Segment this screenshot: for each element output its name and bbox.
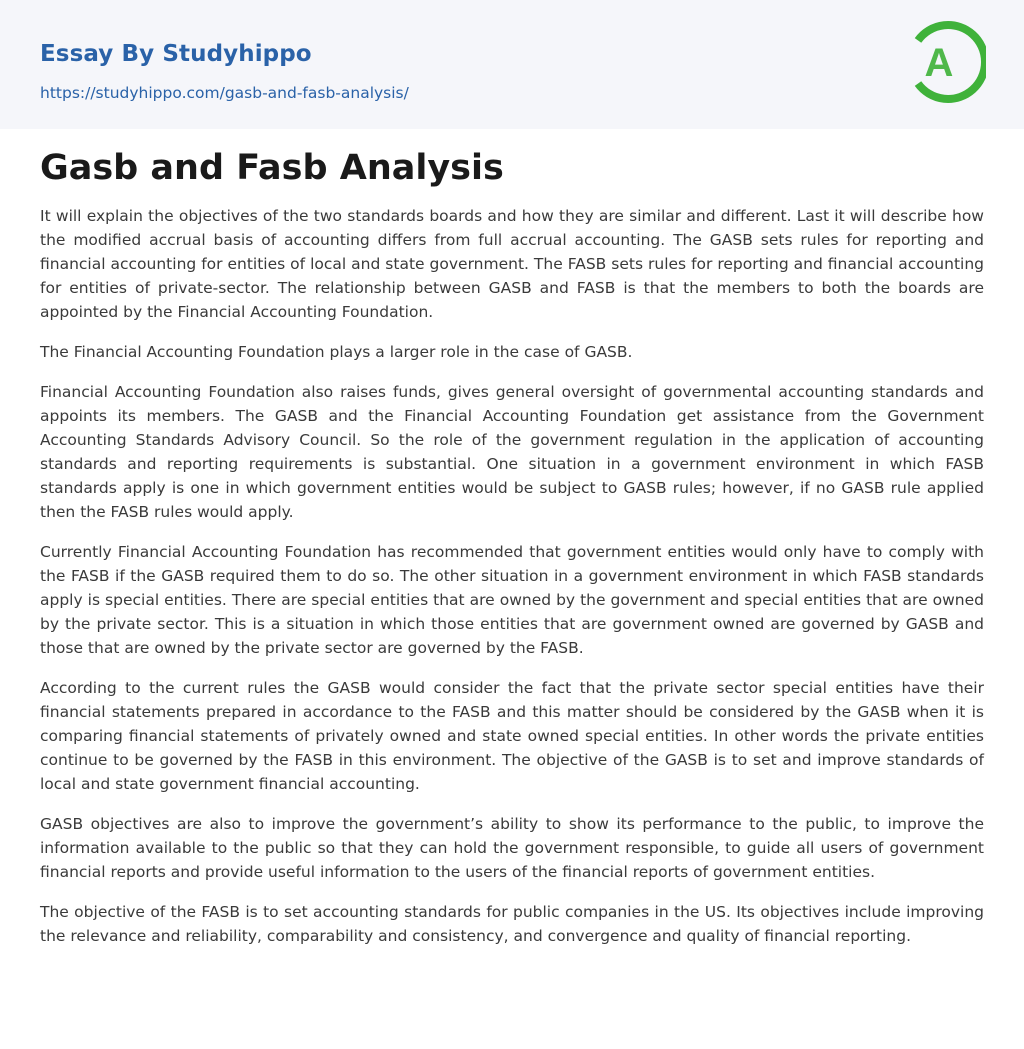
page-title: Gasb and Fasb Analysis bbox=[40, 148, 504, 188]
article-paragraph: GASB objectives are also to improve the government’s ability to show its performance to the public, to improve the information available to the public so that they can hold the government responsible, to guide all users of government financial reports and provide useful information to the users of the financial reports of government entities. bbox=[40, 815, 984, 881]
brand-title: Essay By Studyhippo bbox=[40, 41, 312, 67]
article bbox=[40, 145, 984, 964]
studyhippo-logo[interactable] bbox=[912, 19, 986, 105]
article-paragraph: The objective of the FASB is to set accounting standards for public companies in the US. Its objectives include improving the relevance and reliability, comparability and consistency, and convergence and quality of financial reporting. bbox=[40, 903, 984, 945]
logo-letter: A bbox=[924, 41, 954, 85]
source-url-link[interactable]: https://studyhippo.com/gasb-and-fasb-analysis/ bbox=[40, 84, 409, 102]
site-header bbox=[0, 0, 1024, 129]
article-paragraph: Financial Accounting Foundation also raises funds, gives general oversight of governmental accounting standards and appoints its members. The GASB and the Financial Accounting Foundation get assistance from the Government Accounting Standards Advisory Council. So the role of the government regulation in the application of accounting standards and reporting requirements is substantial. One situation in a government environment in which FASB standards apply is one in which government entities would be subject to GASB rules; however, if no GASB rule applied then the FASB rules would apply. bbox=[40, 383, 984, 521]
article-paragraph: Currently Financial Accounting Foundation has recommended that government entities would only have to comply with the FASB if the GASB required them to do so. The other situation in a government environment in which FASB standards apply is special entities. There are special entities that are owned by the government and special entities that are owned by the private sector. This is a situation in which those entities that are government owned are governed by GASB and those that are owned by the private sector are governed by the FASB. bbox=[40, 543, 984, 657]
article-paragraph: According to the current rules the GASB would consider the fact that the private sector special entities have their financial statements prepared in accordance to the FASB and this matter should be considered by the GASB when it is comparing financial statements of privately owned and state owned special entities. In other words the private entities continue to be governed by the FASB in this environment. The objective of the GASB is to set and improve standards of local and state government financial accounting. bbox=[40, 679, 984, 793]
article-paragraph: The Financial Accounting Foundation plays a larger role in the case of GASB. bbox=[40, 343, 633, 361]
article-paragraph: It will explain the objectives of the two standards boards and how they are similar and different. Last it will describe how the modified accrual basis of accounting differs from full accrual accounting. The GASB sets rules for reporting and financial accounting for entities of local and state government. The FASB sets rules for reporting and financial accounting for entities of private-sector. The relationship between GASB and FASB is that the members to both the boards are appointed by the Financial Accounting Foundation. bbox=[40, 207, 984, 321]
